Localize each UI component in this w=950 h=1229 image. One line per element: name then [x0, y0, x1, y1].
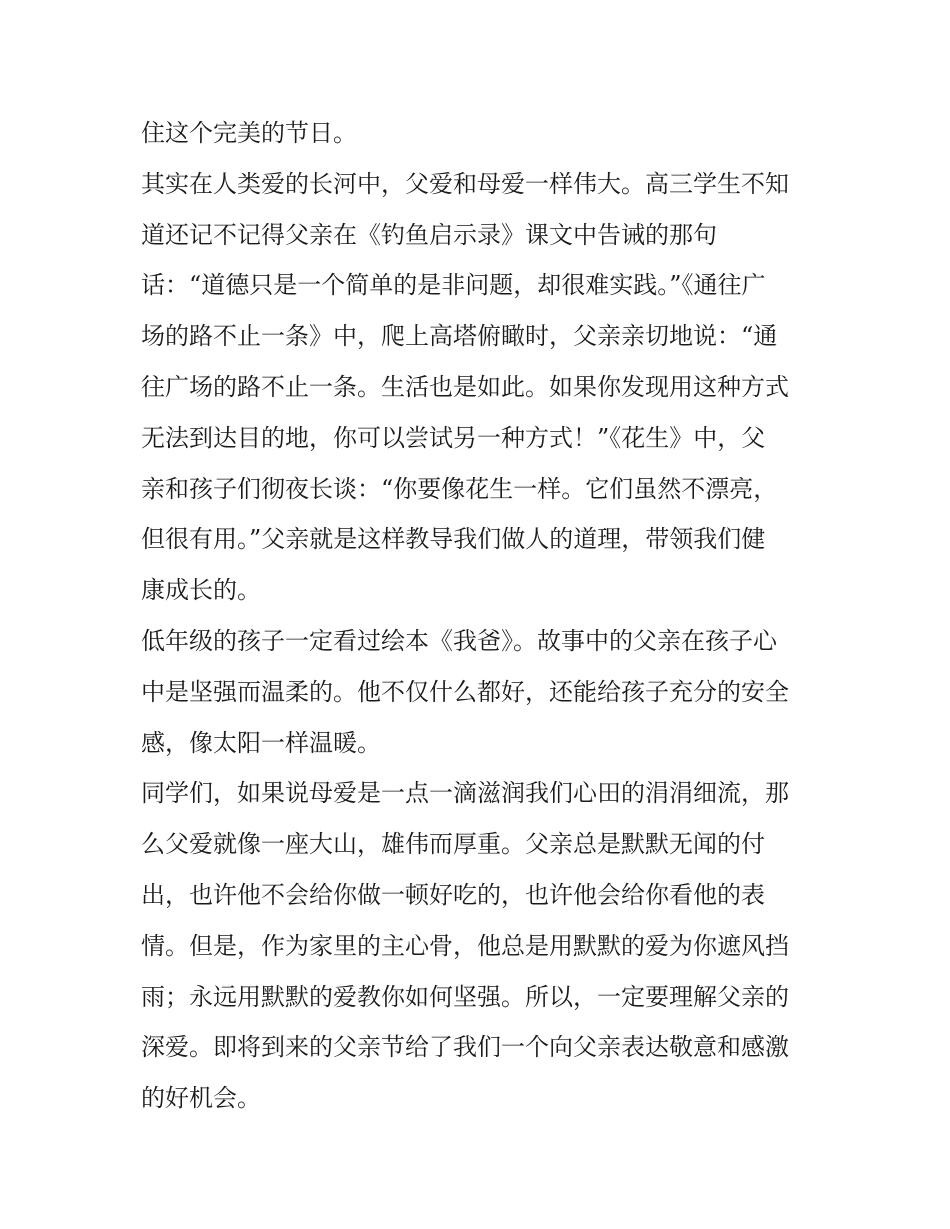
text-line: 其实在人类爱的长河中，父爱和母爱一样伟大。高三学生不知	[141, 169, 789, 198]
text-line: 的好机会。	[141, 1084, 261, 1113]
text-line: 情。但是，作为家里的主心骨，他总是用默默的爱为你遮风挡	[141, 931, 789, 960]
text-line: 感，像太阳一样温暖。	[141, 728, 381, 757]
text-line: 住这个完美的节日。	[141, 119, 357, 147]
text-line: 出，也许他不会给你做一顿好吃的，也许他会给你看他的表	[141, 880, 765, 909]
text-line: 但很有用。”父亲就是这样教导我们做人的道理，带领我们健	[141, 525, 766, 554]
text-line: 么父爱就像一座大山，雄伟而厚重。父亲总是默默无闻的付	[141, 830, 765, 859]
text-line: 康成长的。	[141, 576, 261, 605]
text-line: 低年级的孩子一定看过绘本《我爸》。故事中的父亲在孩子心	[141, 626, 777, 655]
text-line: 往广场的路不止一条。生活也是如此。如果你发现用这种方式	[141, 372, 789, 401]
text-line: 道还记不记得父亲在《钓鱼启示录》课文中告诫的那句	[141, 220, 717, 249]
text-line: 雨；永远用默默的爱教你如何坚强。所以，一定要理解父亲的	[141, 982, 789, 1011]
text-line: 场的路不止一条》中，爬上高塔俯瞰时，父亲亲切地说：“通	[141, 322, 778, 351]
text-line: 亲和孩子们彻夜长谈：“你要像花生一样。它们虽然不漂亮，	[141, 474, 778, 503]
text-line: 深爱。即将到来的父亲节给了我们一个向父亲表达敬意和感激	[141, 1033, 789, 1062]
body-text	[141, 108, 821, 1124]
text-line: 中是坚强而温柔的。他不仅什么都好，还能给孩子充分的安全	[141, 677, 789, 706]
text-line: 无法到达目的地，你可以尝试另一种方式！”《花生》中，父	[141, 423, 766, 452]
text-line: 同学们，如果说母爱是一点一滴滋润我们心田的涓涓细流，那	[141, 779, 789, 808]
text-line: 话：“道德只是一个简单的是非问题，却很难实践。”《通往广	[141, 271, 766, 300]
